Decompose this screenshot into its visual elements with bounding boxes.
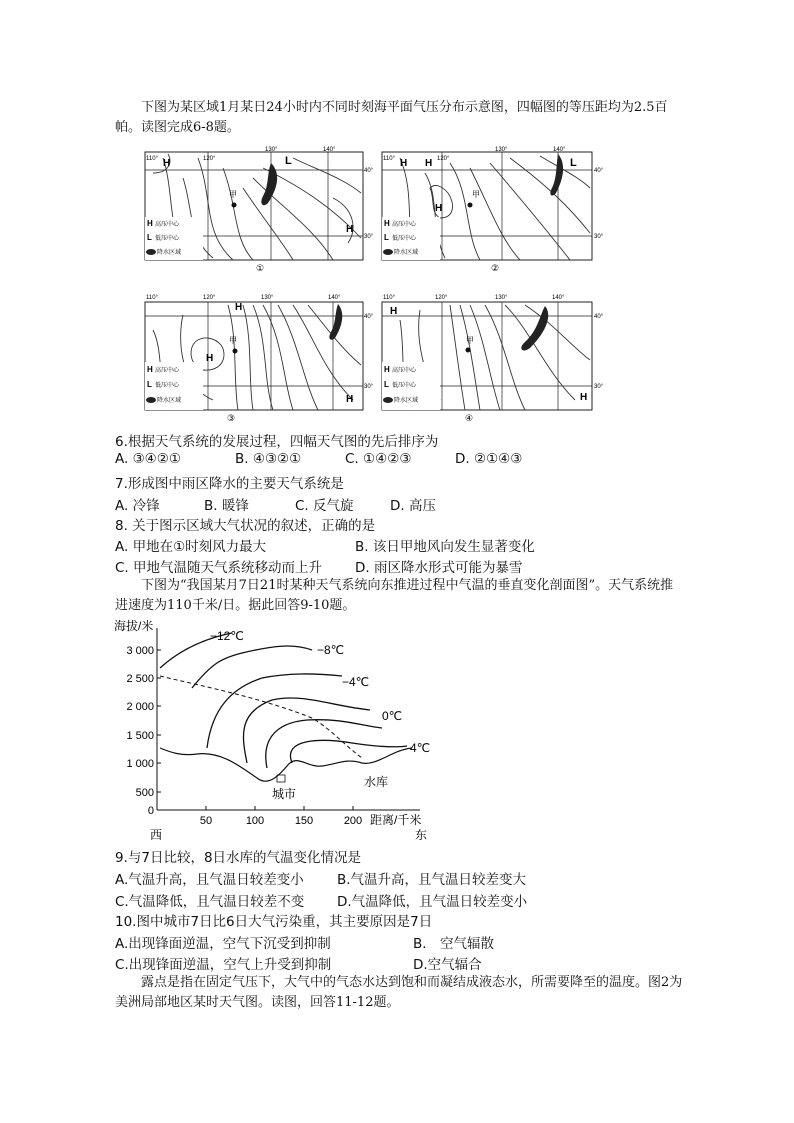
legend-low-symbol: L — [384, 380, 389, 389]
high-center-label: H — [400, 158, 408, 169]
lat-40: 40° — [364, 314, 374, 320]
place-marker — [468, 203, 473, 208]
lon-120: 120° — [203, 295, 216, 301]
east-label: 东 — [415, 828, 428, 842]
y-tick-0: 0 — [147, 805, 154, 817]
legend-low-label: 低压中心 — [392, 236, 417, 242]
q10-option-d[interactable]: D.空气辐合 — [413, 957, 482, 973]
temperature-cross-section-chart — [112, 618, 442, 843]
legend-high-symbol: H — [147, 365, 153, 374]
legend-low-label: 低压中心 — [155, 383, 180, 389]
q8-option-b[interactable]: B. 该日甲地风向发生显著变化 — [355, 539, 535, 555]
q6-option-a[interactable]: A. ③④②① — [115, 451, 181, 467]
q9-option-d[interactable]: D.气温降低，且气温日较差变小 — [337, 894, 528, 910]
y-tick-2500: 2 500 — [126, 673, 154, 685]
legend-precip-icon — [383, 397, 393, 403]
legend-high-symbol: H — [384, 365, 390, 374]
q6-option-b[interactable]: B. ④③②① — [235, 451, 302, 467]
lon-110: 110° — [146, 156, 158, 162]
question-6-stem: 6.根据天气系统的发展过程，四幅天气图的先后排序为 — [115, 434, 439, 450]
place-label: 甲 — [229, 336, 237, 345]
lon-120: 120° — [435, 295, 448, 301]
front-dashed-line — [160, 676, 362, 758]
y-axis-label: 海拔/米 — [114, 619, 154, 633]
legend-high-symbol: H — [384, 219, 390, 228]
intro-paragraph-1: 下图为某区域1月某日24小时内不同时刻海平面气压分布示意图，四幅图的等压距均为2.5百帕。读图完成6-8题。 — [115, 100, 668, 135]
isotherm-4 — [290, 740, 407, 763]
legend-high-label: 高压中心 — [392, 368, 417, 374]
isotherm-label-minus4: −4℃ — [342, 675, 370, 689]
q10-option-a[interactable]: A.出现锋面逆温，空气下沉受到抑制 — [115, 936, 331, 952]
legend-precip-label: 降水区域 — [157, 250, 182, 256]
lat-40: 40° — [364, 168, 374, 174]
city-building-icon — [277, 775, 285, 782]
y-tick-1500: 1 500 — [126, 730, 154, 742]
legend-high-symbol: H — [147, 219, 153, 228]
lon-140: 140° — [323, 147, 336, 153]
west-label: 西 — [150, 828, 163, 842]
high-center-label: H — [435, 203, 443, 214]
q9-option-a[interactable]: A.气温升高，且气温日较差变小 — [115, 872, 304, 888]
weather-map-4 — [380, 290, 610, 425]
lon-140: 140° — [328, 295, 341, 301]
high-center-label: H — [163, 158, 171, 169]
legend-low-symbol: L — [384, 233, 389, 242]
y-tick-2000: 2 000 — [126, 701, 154, 713]
y-tick-500: 500 — [135, 787, 154, 799]
high-center-label: H — [346, 394, 354, 405]
q7-option-a[interactable]: A. 冷锋 — [115, 498, 160, 514]
city-label: 城市 — [272, 787, 297, 801]
x-tick-150: 150 — [294, 815, 314, 827]
place-label: 甲 — [472, 190, 480, 199]
lon-110: 110° — [146, 295, 158, 301]
low-center-label: L — [285, 155, 292, 167]
place-marker — [233, 349, 238, 354]
map-caption-1: ① — [256, 263, 265, 273]
isotherm-label-minus12: −12℃ — [210, 629, 244, 643]
high-center-label: H — [580, 392, 588, 403]
lon-120: 120° — [203, 156, 216, 162]
lon-110: 110° — [383, 156, 395, 162]
lat-30: 30° — [594, 234, 604, 240]
lat-30: 30° — [594, 384, 604, 390]
lon-140: 140° — [552, 295, 565, 301]
high-center-label: H — [206, 353, 214, 364]
question-7-stem: 7.形成图中雨区降水的主要天气系统是 — [115, 476, 344, 492]
legend-low-label: 低压中心 — [155, 236, 180, 242]
lon-130: 130° — [495, 295, 508, 301]
legend-precip-icon — [146, 397, 156, 403]
high-center-label: H — [346, 224, 354, 235]
q7-option-d[interactable]: D. 高压 — [390, 498, 436, 514]
legend-precip-label: 降水区域 — [394, 398, 419, 404]
x-axis-label: 距离/千米 — [370, 813, 422, 827]
legend-low-symbol: L — [147, 233, 152, 242]
intro-paragraph-3: 露点是指在固定气压下，大气中的气态水达到饱和而凝结成液态水，所需要降至的温度。图2为美洲局部地区某时天气图。读图，回答11-12题。 — [115, 975, 683, 1010]
lon-120: 120° — [437, 156, 450, 162]
question-9-stem: 9.与7日比较，8日水库的气温变化情况是 — [115, 850, 362, 866]
q8-option-c[interactable]: C. 甲地气温随天气系统移动而上升 — [115, 560, 323, 576]
isotherm-label-4: 4℃ — [410, 741, 431, 755]
place-marker — [232, 203, 237, 208]
lon-140: 140° — [553, 147, 566, 153]
lon-130: 130° — [265, 147, 278, 153]
lon-110: 110° — [383, 295, 395, 301]
high-center-label: H — [390, 306, 398, 317]
q9-option-b[interactable]: B.气温升高，且气温日较差变大 — [337, 872, 527, 888]
q9-option-c[interactable]: C.气温降低，且气温日较差不变 — [115, 894, 305, 910]
legend-precip-label: 降水区域 — [394, 250, 419, 256]
isotherm-0 — [266, 720, 382, 768]
q6-option-d[interactable]: D. ②①④③ — [455, 451, 523, 467]
legend-precip-icon — [383, 249, 393, 255]
map-caption-3: ③ — [227, 413, 236, 423]
isotherm-minus4b — [243, 698, 370, 763]
high-center-label: H — [235, 302, 243, 313]
reservoir-label: 水库 — [364, 775, 389, 789]
place-label: 甲 — [229, 190, 237, 199]
question-10-stem: 10.图中城市7日比6日大气污染重，其主要原因是7日 — [115, 914, 433, 930]
intro-paragraph-2: 下图为“我国某月7日21时某种天气系统向东推进过程中气温的垂直变化剖面图”。天气系统推进速度为110千米/日。据此回答9-10题。 — [115, 578, 674, 613]
legend-high-label: 高压中心 — [155, 368, 180, 374]
map-caption-4: ④ — [465, 413, 474, 423]
legend-high-label: 高压中心 — [392, 222, 417, 228]
y-tick-3000: 3 000 — [126, 645, 154, 657]
lat-40: 40° — [594, 314, 604, 320]
q6-option-c[interactable]: C. ①④②③ — [345, 451, 412, 467]
legend-low-symbol: L — [147, 380, 152, 389]
lat-40: 40° — [594, 168, 604, 174]
weather-map-1 — [143, 147, 374, 273]
high-center-label: H — [425, 158, 433, 169]
q7-option-b[interactable]: B. 暖锋 — [204, 498, 249, 514]
map-caption-2: ② — [491, 263, 500, 273]
y-tick-1000: 1 000 — [126, 758, 154, 770]
place-marker — [466, 348, 471, 353]
q7-option-c[interactable]: C. 反气旋 — [295, 498, 354, 514]
lat-30: 30° — [364, 384, 374, 390]
legend-precip-icon — [146, 249, 156, 255]
q8-option-d[interactable]: D. 雨区降水形式可能为暴雪 — [355, 560, 523, 576]
x-tick-50: 50 — [199, 815, 213, 827]
weather-map-2 — [380, 148, 610, 273]
lon-130: 130° — [261, 295, 274, 301]
isotherm-minus4 — [207, 674, 342, 748]
low-center-label: L — [570, 157, 577, 169]
isotherm-label-0: 0℃ — [382, 709, 403, 723]
legend-precip-label: 降水区域 — [157, 398, 182, 404]
x-tick-200: 200 — [343, 815, 363, 827]
question-8-stem: 8. 关于图示区域大气状况的叙述，正确的是 — [115, 518, 376, 534]
q10-option-b[interactable]: B. 空气辐散 — [413, 936, 495, 952]
lon-130: 130° — [495, 147, 508, 153]
q8-option-a[interactable]: A. 甲地在①时刻风力最大 — [115, 539, 267, 555]
lat-30: 30° — [364, 234, 374, 240]
isotherm-label-minus8: −8℃ — [317, 643, 345, 657]
legend-high-label: 高压中心 — [155, 222, 180, 228]
q10-option-c[interactable]: C.出现锋面逆温，空气上升受到抑制 — [115, 957, 332, 973]
legend-low-label: 低压中心 — [392, 383, 417, 389]
weather-map-3 — [143, 290, 374, 425]
place-label: 甲 — [466, 336, 474, 345]
x-tick-100: 100 — [245, 815, 265, 827]
